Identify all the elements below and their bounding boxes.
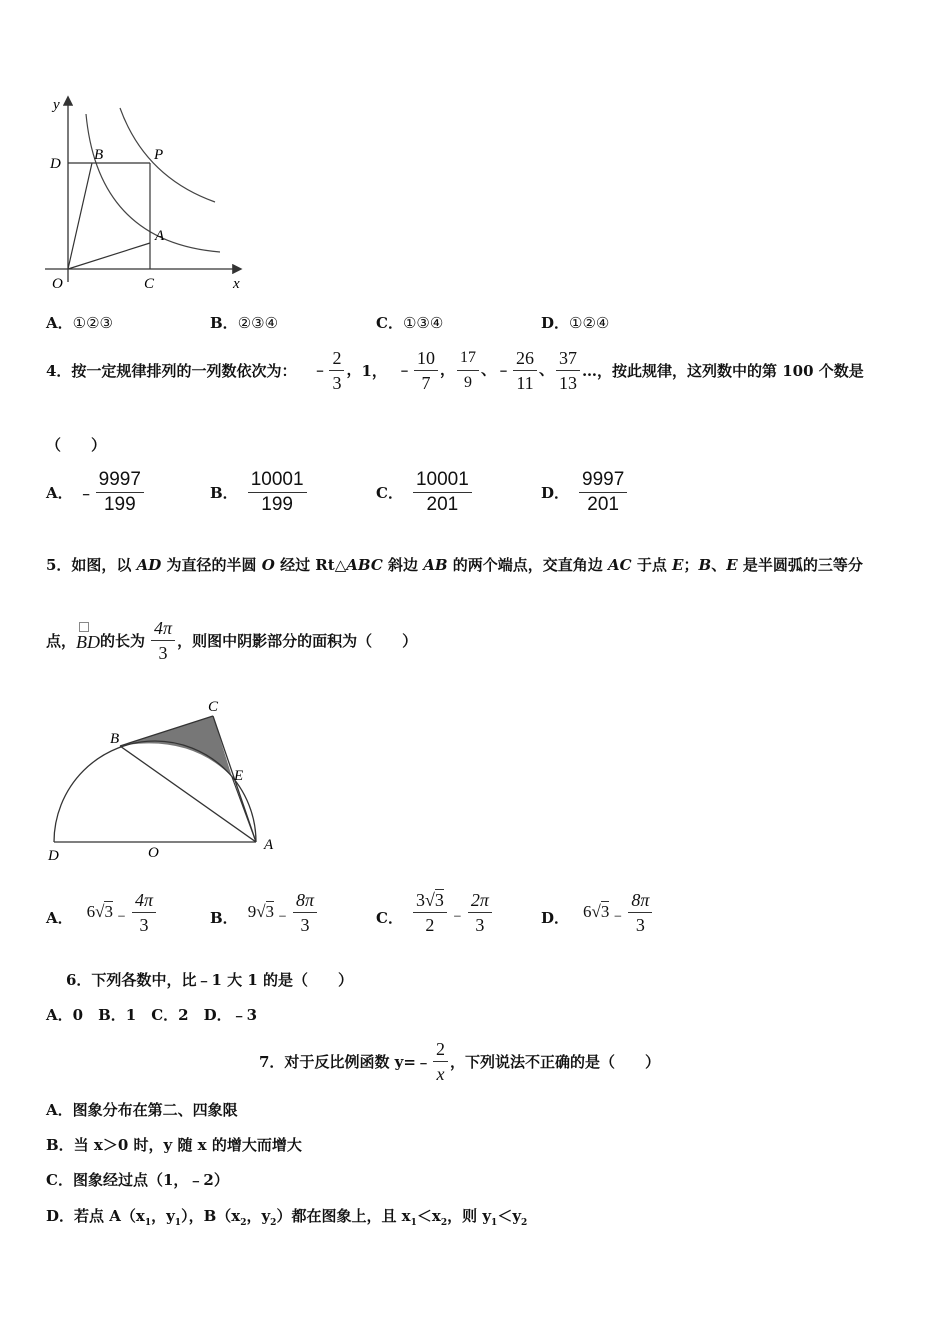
q5-option-a[interactable]: A． 6√3 ﹣ $\frac{4\pi}{3}$: [46, 884, 158, 940]
q4-option-d[interactable]: D． $\frac{9997}{201}$: [541, 466, 629, 518]
q7-option-a[interactable]: A．图象分布在第二、四象限: [46, 1101, 238, 1119]
fig-label-B: B: [110, 731, 120, 747]
label-D: D: [50, 156, 61, 172]
q4-stem: 4．按一定规律排列的一列数依次为： ﹣ $\frac{2}{3}$ ， 1， ﹣ $\frac{10}{7}$ ， $\frac{17}{9}$ 、 ﹣ $\frac{26}{11}$ 、 $\frac{37}{13}$ …，按此规律，这列数中的第 100 个数是: [46, 347, 864, 393]
inverse-function-graph: [40, 92, 255, 297]
fig-label-O: O: [148, 845, 159, 861]
q4-term-6: $\frac{37}{13}$: [554, 346, 582, 395]
label-x: x: [233, 276, 240, 292]
q3-option-b[interactable]: B．②③④: [210, 314, 279, 332]
q5-option-d[interactable]: D． 6√3 ﹣ $\frac{8\pi}{3}$: [541, 884, 654, 940]
q3-option-a[interactable]: A．①②③: [46, 314, 113, 332]
line-O-A: [68, 243, 150, 269]
fig-label-E: E: [234, 768, 244, 784]
q5-stem-line1: 5．如图，以 AD 为直径的半圆 O 经过 Rt△ABC 斜边 AB 的两个端点，交直角边 AC 于点 E；B、E 是半圆弧的三等分: [46, 556, 863, 574]
q5-stem-line2: 点， BD 的长为 $\frac{4\pi}{3}$ ，则图中阴影部分的面积为（ ）: [46, 617, 418, 663]
q4-term-1: ﹣ $\frac{2}{3}$ ，: [312, 347, 362, 393]
q4-term-4: $\frac{17}{9}$ 、: [455, 346, 496, 395]
arc-symbol-icon: [79, 622, 89, 632]
fig-label-D: D: [48, 848, 59, 864]
curve-inner: [86, 114, 220, 252]
segment-BA: [120, 746, 256, 842]
q3-option-c[interactable]: C．①③④: [376, 314, 444, 332]
q6-stem: 6．下列各数中，比﹣1 大 1 的是（ ）: [66, 971, 353, 989]
line-O-B: [68, 163, 92, 269]
q4-term-5: ﹣ $\frac{26}{11}$ 、: [495, 347, 555, 393]
label-B: B: [94, 147, 104, 163]
q6-options[interactable]: A．0 B．1 C．2 D．﹣3: [46, 1006, 258, 1024]
q5-option-b[interactable]: B． 9√3 ﹣ $\frac{8\pi}{3}$: [210, 884, 319, 940]
segment-EA: [232, 777, 256, 842]
q4-term-3: ﹣ $\frac{10}{7}$ ，: [396, 347, 455, 393]
q7-option-c[interactable]: C．图象经过点（1，﹣2）: [46, 1171, 229, 1189]
shaded-region: [120, 716, 232, 777]
fig-label-C: C: [208, 699, 219, 715]
label-C: C: [144, 276, 155, 292]
label-y: y: [53, 97, 60, 113]
q5-option-c[interactable]: C． $\frac{3√3}{2}$ ﹣ $\frac{2\pi}{3}$: [376, 884, 494, 940]
curve-outer: [120, 108, 215, 202]
sqrt-icon: √: [424, 889, 435, 910]
semicircle-figure: [40, 694, 290, 869]
label-A: A: [155, 228, 165, 244]
sqrt-icon: √: [95, 902, 105, 921]
fig-label-A: A: [264, 837, 274, 853]
arc-bd-label: BD: [76, 628, 100, 653]
q4-option-c[interactable]: C． $\frac{10001}{201}$: [376, 466, 474, 518]
q4-option-a[interactable]: A． ﹣ $\frac{9997}{199}$: [46, 466, 146, 518]
q4-term-2: 1，: [361, 361, 387, 380]
q7-option-b[interactable]: B．当 x＞0 时，y 随 x 的增大而增大: [46, 1136, 302, 1154]
label-O: O: [52, 276, 63, 292]
semicircle-arc: [54, 741, 256, 842]
sqrt-icon: √: [256, 902, 266, 921]
q7-stem: 7．对于反比例函数 y=﹣ $\frac{2}{x}$ ，下列说法不正确的是（ ）: [259, 1038, 660, 1084]
q7-option-d[interactable]: D．若点 $A(x_1$，$y_1$），$B(x_2$，$y_2$）都在图象上，且 $x_1<x_2$，则 $y_1<y_2$: [46, 1207, 528, 1228]
label-P: P: [154, 147, 164, 163]
sqrt-icon: √: [591, 902, 601, 921]
q4-blank: （ ）: [46, 436, 107, 454]
q3-option-d[interactable]: D．①②④: [541, 314, 610, 332]
q4-option-b[interactable]: B． $\frac{10001}{199}$: [210, 466, 309, 518]
